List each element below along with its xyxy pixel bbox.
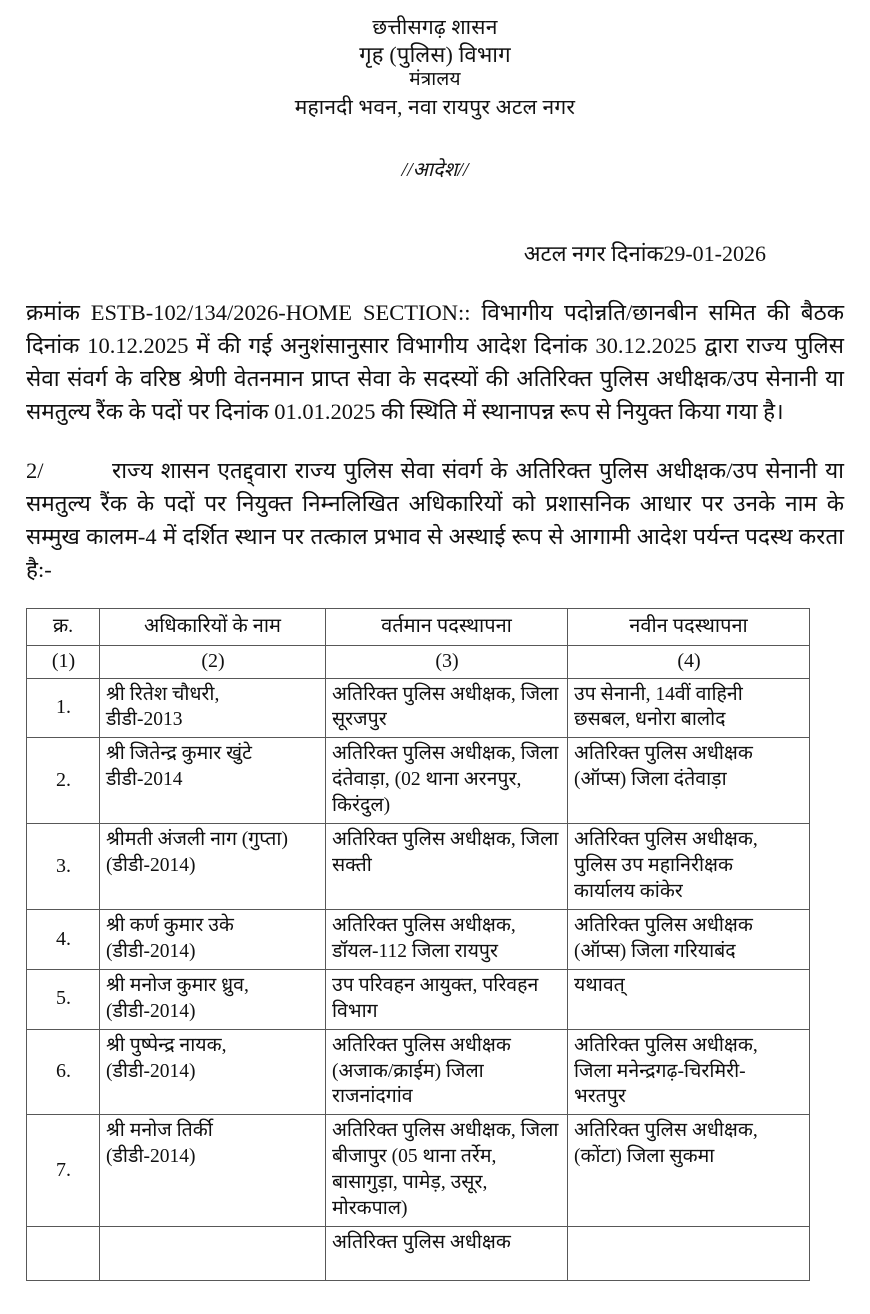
cell-serial: 2.	[27, 738, 100, 824]
clause-two-text: राज्य शासन एतद्द्वारा राज्य पुलिस सेवा संवर्ग के अतिरिक्त पुलिस अधीक्षक/उप सेनानी या समतुल्य रैंक के पदों पर नियुक्त निम्नलिखित अधिकारियों को प्रशासनिक आधार पर उनके नाम के सम्मुख कालम-4 में दर्शित स्थान पर तत्काल प्रभाव से अस्थाई रूप से आगामी आदेश पर्यन्त पदस्थ करता है:-	[26, 458, 844, 583]
cell-current-posting	[326, 678, 568, 738]
cell-line: (ऑप्स) जिला दंतेवाड़ा	[574, 769, 727, 791]
cell-line: श्री जितेन्द्र कुमार खुंटे	[106, 743, 252, 765]
table-row	[27, 738, 810, 824]
letterhead-line-government: छत्तीसगढ़ शासन	[372, 15, 498, 39]
cell-line: सक्ती	[332, 855, 372, 877]
table-row	[27, 969, 810, 1029]
table-row	[27, 824, 810, 910]
colnum-3: (3)	[326, 645, 568, 678]
cell-officer-name	[100, 678, 326, 738]
header-current-posting: वर्तमान पदस्थापना	[326, 609, 568, 646]
clause-number: 2/	[26, 458, 44, 484]
cell-line: डॉयल-112 जिला रायपुर	[332, 940, 498, 962]
cell-line: (अजाक/क्राईम) जिला	[332, 1060, 484, 1082]
cell-officer-name	[100, 824, 326, 910]
cell-officer-name	[100, 738, 326, 824]
colnum-4: (4)	[568, 645, 810, 678]
cell-new-posting	[568, 824, 810, 910]
cell-line: यथावत्	[574, 974, 625, 996]
cell-serial: 7.	[27, 1115, 100, 1227]
cell-serial: 5.	[27, 969, 100, 1029]
cell-line: राजनांदगांव	[332, 1086, 413, 1108]
cell-line: छसबल, धनोरा बालोद	[574, 709, 726, 731]
cell-line: श्री कर्ण कुमार उके	[106, 914, 234, 936]
cell-line: अतिरिक्त पुलिस अधीक्षक	[332, 1034, 511, 1056]
cell-serial: 4.	[27, 909, 100, 969]
cell-line: जिला मनेन्द्रगढ़-चिरमिरी-	[574, 1060, 746, 1082]
cell-new-posting	[568, 1115, 810, 1227]
order-heading: //आदेश//	[401, 158, 469, 181]
cell-line: विभाग	[332, 1000, 378, 1022]
cell-new-posting	[568, 738, 810, 824]
cell-line: श्रीमती अंजली नाग (गुप्ता)	[106, 829, 288, 851]
table-row	[27, 1115, 810, 1227]
cell-officer-name	[100, 969, 326, 1029]
posting-table	[26, 608, 810, 1281]
cell-line: दंतेवाड़ा, (02 थाना अरनपुर,	[332, 769, 522, 791]
cell-line: अतिरिक्त पुलिस अधीक्षक,	[574, 829, 758, 851]
cell-line: भरतपुर	[574, 1086, 626, 1108]
letterhead	[26, 14, 844, 121]
cell-current-posting	[326, 1115, 568, 1227]
cell-line: किरंदुल)	[332, 795, 391, 817]
cell-line: कार्यालय कांकेर	[574, 881, 683, 903]
cell-serial: 6.	[27, 1029, 100, 1115]
cell-line: (डीडी-2014)	[106, 1060, 196, 1082]
cell-line: अतिरिक्त पुलिस अधीक्षक,	[574, 1120, 758, 1142]
cell-current-posting	[326, 1227, 568, 1281]
cell-line: श्री पुष्पेन्द्र नायक,	[106, 1034, 227, 1056]
cell-new-posting	[568, 678, 810, 738]
cell-line: उप सेनानी, 14वीं वाहिनी	[574, 683, 743, 705]
letterhead-line-department: गृह (पुलिस) विभाग	[359, 42, 511, 68]
table-header-row	[27, 609, 810, 646]
header-new-posting: नवीन पदस्थापना	[568, 609, 810, 646]
cell-line: मोरकपाल)	[332, 1198, 408, 1220]
table-row	[27, 1029, 810, 1115]
cell-line: अतिरिक्त पुलिस अधीक्षक	[332, 1232, 511, 1254]
cell-line: श्री मनोज तिर्की	[106, 1120, 213, 1142]
cell-new-posting	[568, 1029, 810, 1115]
colnum-2: (2)	[100, 645, 326, 678]
cell-line: अतिरिक्त पुलिस अधीक्षक, जिला	[332, 743, 559, 765]
colnum-1: (1)	[27, 645, 100, 678]
cell-officer-name	[100, 1115, 326, 1227]
table-row	[27, 909, 810, 969]
cell-new-posting	[568, 969, 810, 1029]
cell-line: बासागुड़ा, पामेड़, उसूर,	[332, 1172, 488, 1194]
reference-paragraph: क्रमांक ESTB-102/134/2026-HOME SECTION:: विभागीय पदोन्नति/छानबीन समित की बैठक दिनांक 10.12.2025 में की गई अनुशंसानुसार विभागीय आदेश दिनांक 30.12.2025 द्वारा राज्य पुलिस सेवा संवर्ग के वरिष्ठ श्रेणी वेतनमान प्राप्त सेवा के सदस्यों की अतिरिक्त पुलिस अधीक्षक/उप सेनानी या समतुल्य रैंक के पदों पर दिनांक 01.01.2025 की स्थिति में स्थानापन्न रूप से नियुक्त किया गया है।	[26, 299, 844, 425]
cell-serial	[27, 1227, 100, 1281]
header-serial: क्र.	[27, 609, 100, 646]
table-body	[27, 678, 810, 1281]
cell-line: (कोंटा) जिला सुकमा	[574, 1146, 715, 1168]
cell-line: अतिरिक्त पुलिस अधीक्षक	[574, 743, 753, 765]
cell-line: डीडी-2013	[106, 709, 183, 731]
cell-line: अतिरिक्त पुलिस अधीक्षक, जिला	[332, 1120, 559, 1142]
letterhead-line-secretariat: मंत्रालय	[409, 68, 461, 90]
cell-officer-name	[100, 1227, 326, 1281]
cell-line: अतिरिक्त पुलिस अधीक्षक,	[332, 914, 516, 936]
cell-current-posting	[326, 824, 568, 910]
header-officer-name: अधिकारियों के नाम	[100, 609, 326, 646]
cell-current-posting	[326, 969, 568, 1029]
cell-officer-name	[100, 1029, 326, 1115]
cell-line: अतिरिक्त पुलिस अधीक्षक	[574, 914, 753, 936]
cell-new-posting	[568, 1227, 810, 1281]
cell-current-posting	[326, 1029, 568, 1115]
cell-line: डीडी-2014	[106, 769, 183, 791]
cell-current-posting	[326, 738, 568, 824]
table-row	[27, 1227, 810, 1281]
cell-line: (डीडी-2014)	[106, 855, 196, 877]
cell-line: बीजापुर (05 थाना तर्रेम,	[332, 1146, 497, 1168]
cell-line: अतिरिक्त पुलिस अधीक्षक, जिला	[332, 683, 559, 705]
cell-line: सूरजपुर	[332, 709, 387, 731]
clause-two-paragraph	[26, 454, 844, 586]
cell-current-posting	[326, 909, 568, 969]
cell-line: पुलिस उप महानिरीक्षक	[574, 855, 733, 877]
cell-new-posting	[568, 909, 810, 969]
cell-serial: 1.	[27, 678, 100, 738]
table-column-number-row	[27, 645, 810, 678]
cell-line: श्री मनोज कुमार ध्रुव,	[106, 974, 249, 996]
cell-officer-name	[100, 909, 326, 969]
cell-line: अतिरिक्त पुलिस अधीक्षक, जिला	[332, 829, 559, 851]
cell-line: (डीडी-2014)	[106, 940, 196, 962]
letterhead-line-address: महानदी भवन, नवा रायपुर अटल नगर	[294, 94, 576, 119]
table-head	[27, 609, 810, 678]
cell-serial: 3.	[27, 824, 100, 910]
cell-line: (डीडी-2014)	[106, 1000, 196, 1022]
place-and-date: अटल नगर दिनांक29-01-2026	[523, 240, 766, 266]
cell-line: उप परिवहन आयुक्त, परिवहन	[332, 974, 539, 996]
table-row	[27, 678, 810, 738]
cell-line: (डीडी-2014)	[106, 1146, 196, 1168]
cell-line: अतिरिक्त पुलिस अधीक्षक,	[574, 1034, 758, 1056]
cell-line: श्री रितेश चौधरी,	[106, 683, 220, 705]
cell-line: (ऑप्स) जिला गरियाबंद	[574, 940, 736, 962]
